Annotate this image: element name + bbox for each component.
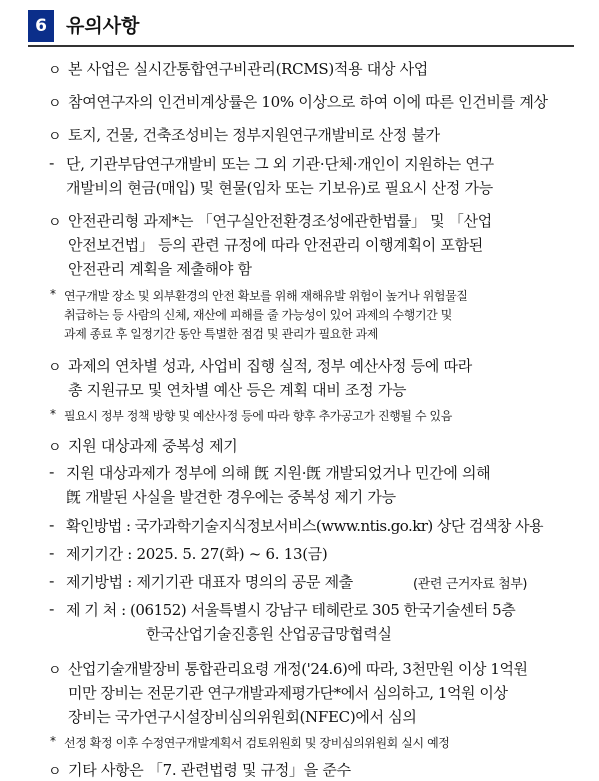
item-labor-cost: 참여연구자의 인건비계상률은 10% 이상으로 하여 이에 따른 인건비를 계상 [68, 93, 548, 111]
footnote-safety-line1: 연구개발 장소 및 외부환경의 안전 확보를 위해 재해유발 위험이 높거나 위험물질 [64, 289, 468, 303]
item-land-building: 토지, 건물, 건축조성비는 정부지원연구개발비로 산정 불가 [68, 126, 440, 144]
footnote-safety-line2: 취급하는 등 사람의 신체, 재산에 피해를 줄 가능성이 있어 과제의 수행기간 및 [64, 308, 452, 322]
circle-bullet: ㅇ [48, 96, 62, 112]
item-equipment-line1: 산업기술개발장비 통합관리요령 개정('24.6)에 따라, 3천만원 이상 1억원 [68, 660, 528, 678]
duplication-desc-line2: 旣 개발된 사실을 발견한 경우에는 중복성 제기 가능 [66, 488, 396, 506]
item-safety-line2: 안전보건법」 등의 관련 규정에 따라 안전관리 이행계획이 포함된 [68, 236, 483, 254]
duplication-period: 제기기간 : 2025. 5. 27(화) ~ 6. 13(금) [66, 545, 328, 563]
duplication-method: 제기방법 : 제기기관 대표자 명의의 공문 제출 [66, 573, 353, 591]
footnote-safety-line3: 과제 종료 후 일정기간 동안 특별한 점검 및 관리가 필요한 과제 [64, 327, 378, 341]
dash-bullet: - [49, 572, 55, 590]
section-header [28, 8, 574, 46]
item-duplication: 지원 대상과제 중복성 제기 [68, 437, 238, 455]
duplication-desc-line1: 지원 대상과제가 정부에 의해 旣 지원·旣 개발되었거나 민간에 의해 [66, 464, 491, 482]
section-number-badge: 6 [28, 10, 54, 42]
duplication-check-method: 확인방법 : 국가과학기술지식정보서비스(www.ntis.go.kr) 상단 검색창 사용 [66, 517, 543, 535]
dash-bullet: - [49, 463, 55, 481]
footnote-star: * [50, 734, 56, 748]
circle-bullet: ㅇ [48, 663, 62, 679]
item-budget-line1: 과제의 연차별 성과, 사업비 집행 실적, 정부 예산사정 등에 따라 [68, 357, 472, 375]
item-safety-line3: 안전관리 계획을 제출해야 함 [68, 260, 252, 278]
duplication-office-line2: 한국산업기술진흥원 산업공급망협력실 [146, 625, 392, 643]
dash-bullet: - [49, 600, 55, 618]
footnote-equipment-review: 선정 확정 이후 수정연구개발계획서 검토위원회 및 장비심의위원회 실시 예정 [64, 736, 450, 750]
item-equipment-line3: 장비는 국가연구시설장비심의위원회(NFEC)에서 심의 [68, 708, 417, 726]
footnote-star: * [50, 287, 56, 301]
circle-bullet: ㅇ [48, 215, 62, 231]
section-title: 유의사항 [66, 15, 140, 37]
circle-bullet: ㅇ [48, 440, 62, 456]
item-safety-line1: 안전관리형 과제*는 「연구실안전환경조성에관한법률」 및 「산업 [68, 212, 492, 230]
item-equipment-line2: 미만 장비는 전문기관 연구개발과제평가단*에서 심의하고, 1억원 이상 [68, 684, 508, 702]
duplication-method-note: (관련 근거자료 첨부) [413, 577, 528, 592]
item-budget-line2: 총 지원규모 및 연차별 예산 등은 계획 대비 조정 가능 [68, 381, 407, 399]
item-other-regulations: 기타 사항은 「7. 관련법령 및 규정」을 준수 [68, 761, 351, 779]
item-exception-line2: 개발비의 현금(매입) 및 현물(임차 또는 기보유)로 필요시 산정 가능 [66, 179, 493, 197]
item-rcms: 본 사업은 실시간통합연구비관리(RCMS)적용 대상 사업 [68, 60, 428, 78]
circle-bullet: ㅇ [48, 764, 62, 780]
duplication-office-line1: 제 기 처 : (06152) 서울특별시 강남구 테헤란로 305 한국기술센터 5층 [66, 601, 516, 619]
dash-bullet: - [49, 516, 55, 534]
circle-bullet: ㅇ [48, 129, 62, 145]
item-exception-line1: 단, 기관부담연구개발비 또는 그 외 기관·단체·개인이 지원하는 연구 [66, 155, 494, 173]
header-divider [28, 45, 574, 47]
footnote-star: * [50, 407, 56, 421]
circle-bullet: ㅇ [48, 360, 62, 376]
dash-bullet: - [49, 544, 55, 562]
dash-bullet: - [49, 154, 55, 172]
footnote-additional-notice: 필요시 정부 정책 방향 및 예산사정 등에 따라 향후 추가공고가 진행될 수 있음 [64, 409, 452, 423]
circle-bullet: ㅇ [48, 63, 62, 79]
